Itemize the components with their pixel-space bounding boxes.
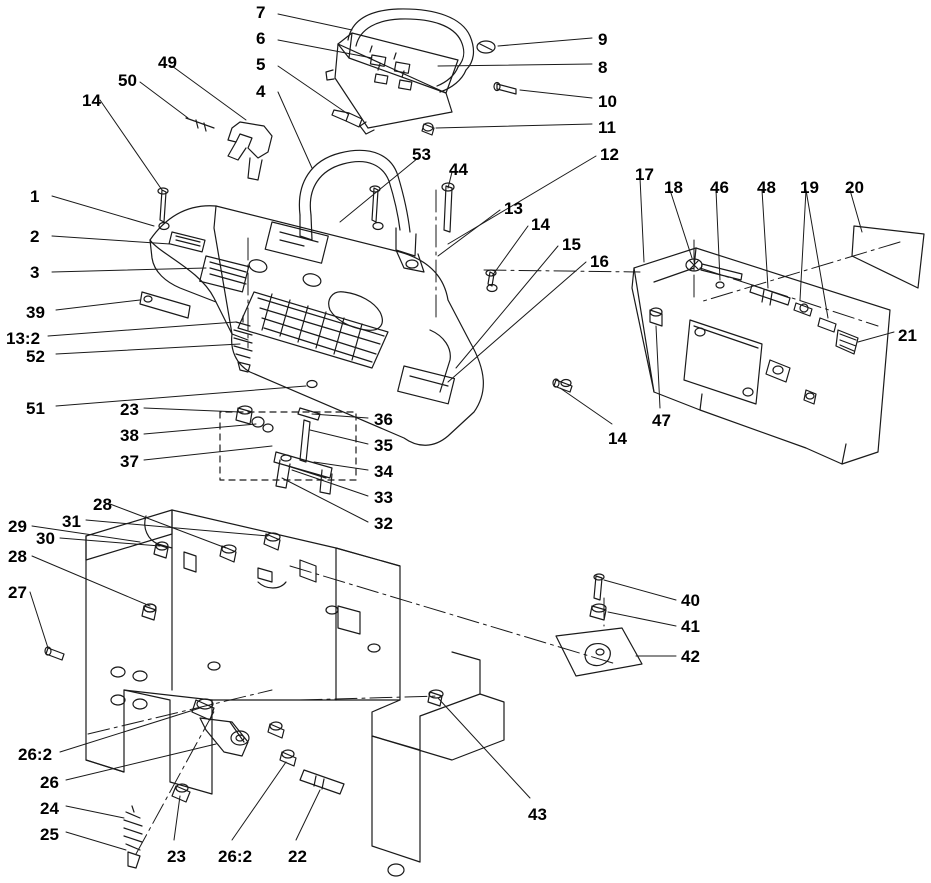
callout-40: 40 (681, 591, 700, 610)
callout-33: 33 (374, 488, 393, 507)
callout-26-2-a: 26:2 (18, 745, 53, 764)
lever-group (186, 118, 272, 180)
callout-39: 39 (26, 303, 45, 322)
callout-1: 1 (30, 187, 40, 206)
callout-43: 43 (528, 805, 547, 824)
console-panel (150, 206, 571, 446)
callout-28-b: 28 (8, 547, 27, 566)
callout-13-2: 13:2 (6, 329, 41, 348)
callout-51: 51 (26, 399, 45, 418)
frame-fasteners (45, 533, 280, 660)
callout-2: 2 (30, 227, 40, 246)
callout-3: 3 (30, 263, 40, 282)
callout-23-b: 23 (167, 847, 186, 866)
callout-42: 42 (681, 647, 700, 666)
callout-10: 10 (598, 92, 617, 111)
callout-20: 20 (845, 178, 864, 197)
callout-36: 36 (374, 410, 393, 429)
callout-31: 31 (62, 512, 81, 531)
fasteners-top (332, 41, 516, 135)
main-frame (86, 510, 504, 876)
callout-30: 30 (36, 529, 55, 548)
callout-35: 35 (374, 436, 393, 455)
control-pod-group (326, 9, 516, 135)
callout-14-a: 14 (82, 91, 101, 110)
callout-41: 41 (681, 617, 700, 636)
callout-28-a: 28 (93, 495, 112, 514)
right-side-panel (632, 248, 890, 464)
callout-5: 5 (256, 55, 266, 74)
callout-49: 49 (158, 53, 177, 72)
callout-53: 53 (412, 145, 431, 164)
callout-44: 44 (449, 160, 468, 179)
callout-24: 24 (40, 799, 59, 818)
callout-50: 50 (118, 71, 137, 90)
bracket-39 (140, 292, 190, 318)
plate-42 (556, 574, 642, 676)
callout-26: 26 (40, 773, 59, 792)
callout-8: 8 (598, 58, 608, 77)
callout-19: 19 (800, 178, 819, 197)
nut-47 (650, 308, 662, 326)
callout-16: 16 (590, 252, 609, 271)
callout-47: 47 (652, 411, 671, 430)
callout-14-b: 14 (531, 215, 550, 234)
callout-26-2-b: 26:2 (218, 847, 253, 866)
rod-hardware (686, 259, 858, 354)
callout-14-c: 14 (608, 429, 627, 448)
callout-37: 37 (120, 452, 139, 471)
callout-4: 4 (256, 82, 266, 101)
callout-46: 46 (710, 178, 729, 197)
callout-18: 18 (664, 178, 683, 197)
callout-17: 17 (635, 165, 654, 184)
callout-25: 25 (40, 825, 59, 844)
callout-23-a: 23 (120, 400, 139, 419)
callout-6: 6 (256, 29, 266, 48)
callout-52: 52 (26, 347, 45, 366)
callout-12: 12 (600, 145, 619, 164)
callout-29: 29 (8, 517, 27, 536)
callout-9: 9 (598, 30, 608, 49)
callout-27: 27 (8, 583, 27, 602)
callout-22: 22 (288, 847, 307, 866)
link-and-spring (124, 699, 344, 868)
callout-13-a: 13 (504, 199, 523, 218)
callout-32: 32 (374, 514, 393, 533)
callout-34: 34 (374, 462, 393, 481)
callout-21: 21 (898, 326, 917, 345)
callout-38: 38 (120, 426, 139, 445)
callout-11: 11 (598, 118, 616, 137)
callout-15: 15 (562, 235, 581, 254)
callout-48: 48 (757, 178, 776, 197)
callout-7: 7 (256, 3, 266, 22)
plate-20 (852, 226, 924, 288)
